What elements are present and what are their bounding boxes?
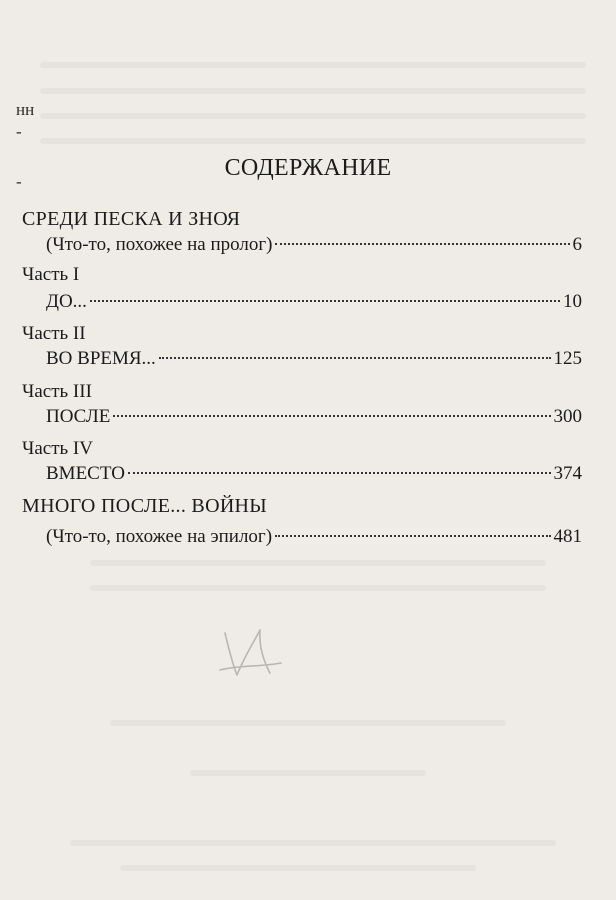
page-title: СОДЕРЖАНИЕ xyxy=(224,155,392,181)
toc-entry-label: (Что-то, похожее на эпилог) xyxy=(46,526,273,547)
dot-leader xyxy=(159,357,551,359)
toc-page-number: 481 xyxy=(553,526,582,547)
bleed-through-line xyxy=(120,865,476,871)
dot-leader xyxy=(113,415,550,417)
toc-heading-part-2: Часть II xyxy=(22,323,86,344)
dot-leader xyxy=(275,243,569,245)
bleed-through-line xyxy=(40,88,586,94)
dot-leader xyxy=(90,300,560,302)
toc-entry-label: ВМЕСТО xyxy=(46,463,125,484)
toc-heading-epilogue: МНОГО ПОСЛЕ... ВОЙНЫ xyxy=(22,495,268,517)
bleed-through-line xyxy=(70,840,556,846)
bleed-through-line xyxy=(40,138,586,144)
bleed-through-line xyxy=(190,770,426,776)
toc-entry-part-4[interactable] xyxy=(46,462,582,486)
toc-entry-label: (Что-то, похожее на пролог) xyxy=(46,234,273,255)
toc-heading-part-4: Часть IV xyxy=(22,438,93,459)
margin-fragment: - xyxy=(16,122,22,141)
toc-page-number: 374 xyxy=(553,463,582,484)
dot-leader xyxy=(128,472,551,474)
signature-mark xyxy=(215,625,285,680)
toc-entry-prologue[interactable] xyxy=(46,233,582,257)
toc-page-number: 6 xyxy=(572,234,582,255)
margin-fragment: нн xyxy=(16,100,35,119)
toc-heading-part-1: Часть I xyxy=(22,264,80,285)
toc-entry-label: ДО... xyxy=(46,291,87,312)
margin-fragment: - xyxy=(16,172,22,191)
toc-entry-part-2[interactable] xyxy=(46,347,582,371)
dot-leader xyxy=(275,535,550,537)
toc-entry-part-1[interactable] xyxy=(46,290,582,314)
toc-entry-label: ПОСЛЕ xyxy=(46,406,111,427)
toc-page-number: 10 xyxy=(563,291,582,312)
toc-heading-part-3: Часть III xyxy=(22,381,92,402)
bleed-through-line xyxy=(90,585,546,591)
toc-entry-part-3[interactable] xyxy=(46,405,582,429)
toc-page-number: 125 xyxy=(553,348,582,369)
bleed-through-line xyxy=(40,62,586,68)
toc-page-number: 300 xyxy=(553,406,582,427)
bleed-through-line xyxy=(40,113,586,119)
bleed-through-line xyxy=(110,720,506,726)
toc-entry-label: ВО ВРЕМЯ... xyxy=(46,348,156,369)
toc-heading-prologue: СРЕДИ ПЕСКА И ЗНОЯ xyxy=(22,208,241,230)
toc-entry-epilogue[interactable] xyxy=(46,525,582,549)
bleed-through-line xyxy=(90,560,546,566)
